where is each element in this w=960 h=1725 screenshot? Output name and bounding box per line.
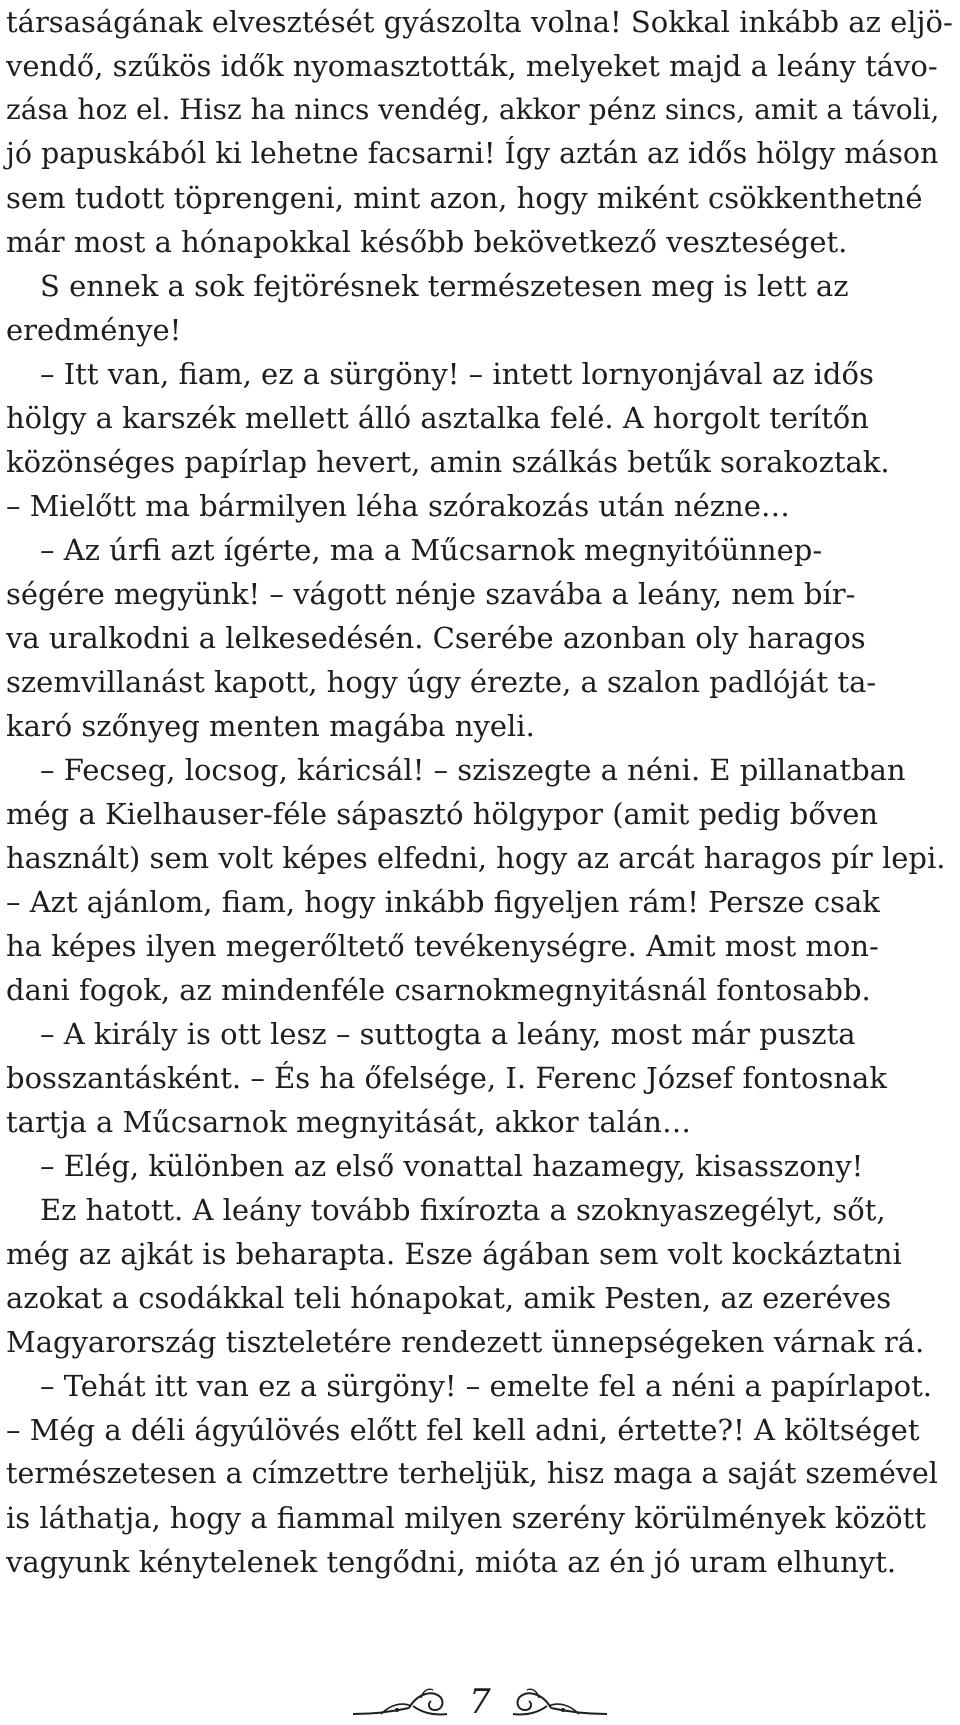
text-line: zása hoz el. Hisz ha nincs vendég, akkor pénz sincs, amit a távoli, — [6, 93, 940, 126]
text-line: Ez hatott. A leány tovább fixírozta a szoknyaszegélyt, sőt, — [40, 1193, 886, 1227]
text-line: természetesen a címzettre terheljük, hisz maga a saját szemével — [6, 1457, 938, 1490]
text-line: – Elég, különben az első vonattal hazamegy, kisasszony! — [40, 1149, 864, 1183]
left-flourish-icon — [351, 1684, 451, 1720]
text-line: még a Kielhauser-féle sápasztó hölgypor (amit pedig bőven — [6, 797, 879, 831]
body-text — [6, 0, 958, 1584]
text-line: karó szőnyeg menten magába nyeli. — [6, 709, 535, 743]
text-line: ha képes ilyen megerőltető tevékenységre. Amit most mon- — [6, 929, 879, 963]
text-line: még az ajkát is beharapta. Esze ágában sem volt kockáztatni — [6, 1237, 902, 1271]
text-line: bosszantásként. – És ha őfelsége, I. Ferenc József fontosnak — [6, 1061, 887, 1095]
text-line: használt) sem volt képes elfedni, hogy az arcát haragos pír lepi. — [6, 841, 946, 875]
text-line: is láthatja, hogy a fiammal milyen szerény körülmények között — [6, 1501, 926, 1535]
text-line: dani fogok, az mindenféle csarnokmegnyitásnál fontosabb. — [6, 973, 871, 1007]
text-line: – Az úrfi azt ígérte, ma a Műcsarnok megnyitóünnep- — [40, 533, 823, 567]
text-line: – A király is ott lesz – suttogta a leány, most már puszta — [40, 1017, 856, 1051]
text-line: jó papuskából ki lehetne facsarni! Így aztán az idős hölgy máson — [6, 137, 939, 170]
text-line: – Tehát itt van ez a sürgöny! – emelte fel a néni a papírlapot. — [40, 1369, 933, 1403]
text-line: va uralkodni a lelkesedésén. Cserébe azonban oly haragos — [6, 621, 866, 655]
text-line: sem tudott töprengeni, mint azon, hogy miként csökkenthetné — [6, 181, 923, 215]
text-line: már most a hónapokkal később bekövetkező veszteséget. — [6, 225, 848, 259]
page-number: 7 — [469, 1682, 491, 1722]
text-line: – Itt van, fiam, ez a sürgöny! – intett lornyonjával az idős — [40, 357, 874, 391]
text-line: S ennek a sok fejtörésnek természetesen meg is lett az — [40, 269, 849, 303]
text-line: tartja a Műcsarnok megnyitását, akkor talán… — [6, 1105, 691, 1139]
text-line: – Fecseg, locsog, káricsál! – sziszegte a néni. E pillanatban — [40, 753, 906, 787]
text-line: – Azt ajánlom, fiam, hogy inkább figyeljen rám! Persze csak — [6, 885, 880, 919]
page-footer — [0, 1680, 960, 1724]
text-line: – Mielőtt ma bármilyen léha szórakozás után nézne… — [6, 489, 790, 523]
text-line: hölgy a karszék mellett álló asztalka felé. A horgolt terítőn — [6, 401, 869, 435]
text-line: – Még a déli ágyúlövés előtt fel kell adni, értette?! A költséget — [6, 1413, 920, 1447]
text-line: vendő, szűkös idők nyomasztották, melyeket majd a leány távo- — [6, 49, 938, 83]
text-line: Magyarország tiszteletére rendezett ünnepségeken várnak rá. — [6, 1325, 925, 1359]
text-line: eredménye! — [6, 313, 182, 347]
text-line: azokat a csodákkal teli hónapokat, amik Pesten, az ezeréves — [6, 1281, 892, 1315]
text-line: társaságának elvesztését gyászolta volna! Sokkal inkább az eljö- — [6, 5, 953, 39]
text-line: ségére megyünk! – vágott nénje szavába a leány, nem bír- — [6, 577, 856, 611]
text-line: vagyunk kénytelenek tengődni, mióta az én jó uram elhunyt. — [6, 1545, 897, 1579]
text-line: közönséges papírlap hevert, amin szálkás betűk sorakoztak. — [6, 445, 890, 479]
right-flourish-icon — [509, 1684, 609, 1720]
text-line: szemvillanást kapott, hogy úgy érezte, a szalon padlóját ta- — [6, 665, 877, 699]
